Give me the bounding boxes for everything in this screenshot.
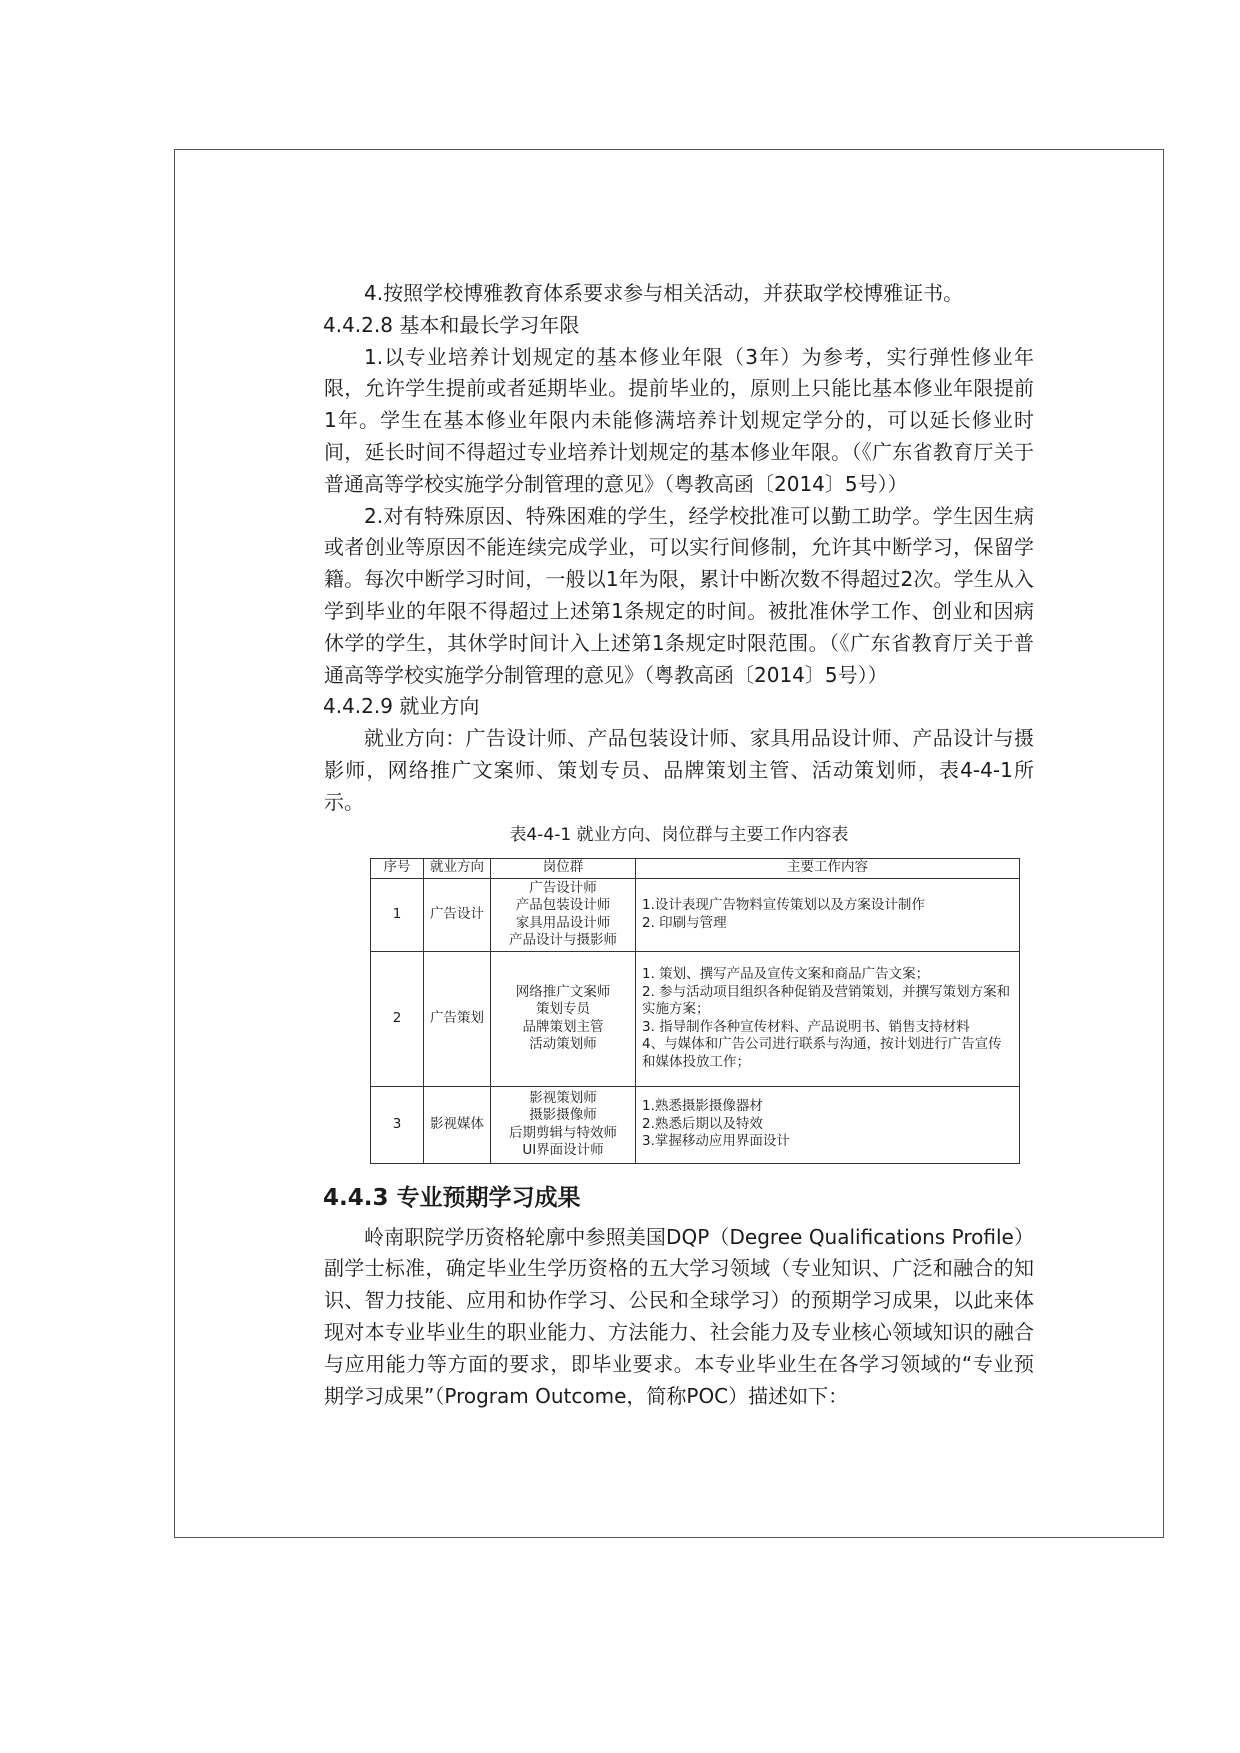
table-row: [371, 878, 1020, 951]
table-row: [371, 951, 1020, 1086]
table-caption: 表4-4-1 就业方向、岗位群与主要工作内容表: [509, 824, 849, 845]
position-item: 活动策划师: [529, 1036, 597, 1053]
content-item: 1. 策划、撰写产品及宣传文案和商品广告文案；: [642, 966, 930, 983]
header-positions: 岗位群: [491, 858, 636, 878]
position-item: UI界面设计师: [522, 1142, 604, 1159]
cell-content: [636, 878, 1020, 951]
cell-direction: 广告策划: [424, 951, 491, 1086]
heading-4428: 4.4.2.8 基本和最长学习年限: [323, 312, 580, 337]
content-item: 4、与媒体和广告公司进行联系与沟通，按计划进行广告宣传和媒体投放工作；: [642, 1036, 1002, 1070]
table-row: [371, 1086, 1020, 1163]
header-no: 序号: [371, 858, 424, 878]
position-item: 后期剪辑与特效师: [509, 1124, 617, 1141]
paragraph-boya: 4.按照学校博雅教育体系要求参与相关活动，并获取学校博雅证书。: [364, 281, 964, 305]
cell-positions: [491, 878, 636, 951]
cell-direction: 广告设计: [424, 878, 491, 951]
heading-4429: 4.4.2.9 就业方向: [323, 694, 480, 719]
position-item: 产品包装设计师: [515, 897, 611, 914]
cell-content: [636, 951, 1020, 1086]
position-item: 摄影摄像师: [529, 1107, 597, 1124]
position-item: 影视策划师: [529, 1089, 597, 1106]
section-title-443: 4.4.3 专业预期学习成果: [323, 1184, 581, 1211]
content-item: 2. 印刷与管理: [642, 914, 727, 931]
cell-no: 2: [371, 951, 424, 1086]
paragraph-poc: 岭南职院学历资格轮廓中参照美国DQP（Degree Qualifications Profile）副学士标准，确定毕业生学历资格的五大学习领域（专业知识、广泛和融合的知识、智力技能、应用和协作学习、公民和全球学习）的预期学习成果，以此来体现对本专业毕业生的职业能力、方法能力、社会能力及专业核心领域知识的融合与应用能力等方面的要求，即毕业要求。本专业毕业生在各学习领域的“专业预期学习成果”（Program Outcome，简称POC）描述如下：: [324, 1224, 1034, 1408]
employment-table: [370, 858, 1020, 1164]
cell-content: [636, 1086, 1020, 1163]
paragraph-employment: 就业方向：广告设计师、产品包装设计师、家具用品设计师、产品设计与摄影师，网络推广文案师、策划专员、品牌策划主管、活动策划师，表4-4-1所示。: [324, 726, 1034, 814]
position-item: 网络推广文案师: [515, 983, 611, 1000]
paragraph-study-years-2: 2.对有特殊原因、特殊困难的学生，经学校批准可以勤工助学。学生因生病或者创业等原因不能连续完成学业，可以实行间修制，允许其中断学习，保留学籍。每次中断学习时间，一般以1年为限，累计中断次数不得超过2次。学生从入学到毕业的年限不得超过上述第1条规定的时间。被批准休学工作、创业和因病休学的学生，其休学时间计入上述第1条规定时限范围。（《广东省教育厅关于普通高等学校实施学分制管理的意见》（粤教高函〔2014〕5号））: [324, 503, 1034, 687]
position-item: 家具用品设计师: [515, 914, 611, 931]
position-item: 策划专员: [536, 1001, 590, 1018]
content-item: 3. 指导制作各种宣传材料、产品说明书、销售支持材料: [642, 1018, 970, 1035]
content-item: 2.熟悉后期以及特效: [642, 1115, 763, 1132]
position-item: 品牌策划主管: [522, 1018, 604, 1035]
content-item: 2. 参与活动项目组织各种促销及营销策划，并撰写策划方案和实施方案；: [642, 983, 1011, 1018]
document-body: [324, 278, 1034, 1412]
cell-positions: [491, 951, 636, 1086]
header-content: 主要工作内容: [636, 858, 1020, 878]
position-item: 广告设计师: [529, 879, 597, 896]
paragraph-study-years-1: 1.以专业培养计划规定的基本修业年限（3年）为参考，实行弹性修业年限，允许学生提前或者延期毕业。提前毕业的，原则上只能比基本修业年限提前1年。学生在基本修业年限内未能修满培养计划规定学分的，可以延长修业时间，延长时间不得超过专业培养计划规定的基本修业年限。（《广东省教育厅关于普通高等学校实施学分制管理的意见》（粤教高函〔2014〕5号））: [324, 344, 1034, 496]
position-item: 产品设计与摄影师: [509, 932, 617, 949]
cell-no: 1: [371, 878, 424, 951]
cell-no: 3: [371, 1086, 424, 1163]
content-item: 3.掌握移动应用界面设计: [642, 1133, 790, 1150]
header-direction: 就业方向: [424, 858, 491, 878]
content-item: 1.设计表现广告物料宣传策划以及方案设计制作: [642, 897, 925, 914]
table-header-row: [371, 858, 1020, 878]
cell-direction: 影视媒体: [424, 1086, 491, 1163]
cell-positions: [491, 1086, 636, 1163]
content-item: 1.熟悉摄影摄像器材: [642, 1098, 763, 1115]
